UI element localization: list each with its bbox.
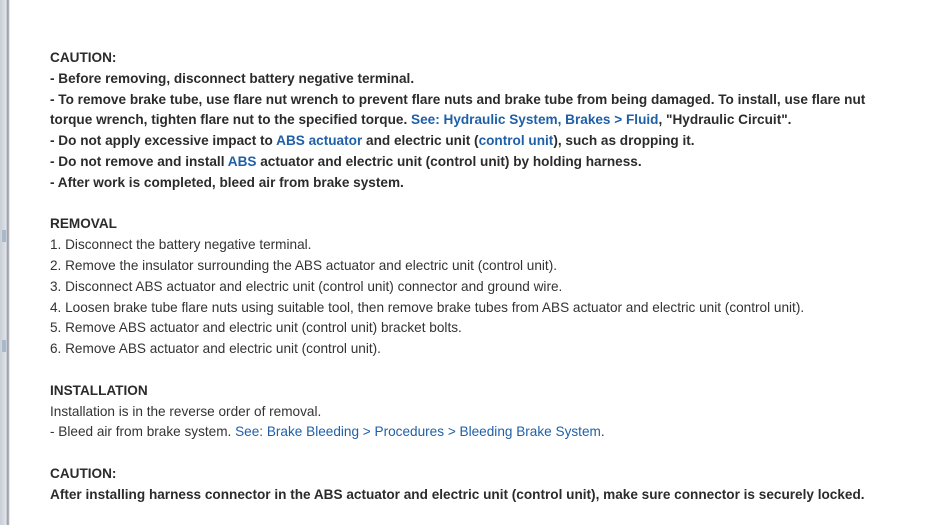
caution-item-text: ), such as dropping it. <box>553 133 695 149</box>
caution-heading-2: CAUTION: <box>50 465 117 481</box>
caution-item-impact <box>50 131 910 152</box>
caution-item-text: - Do not remove and install <box>50 153 228 169</box>
edge-marker <box>2 340 6 352</box>
section-spacer <box>50 194 910 215</box>
abs-actuator-link[interactable]: ABS actuator <box>276 133 363 149</box>
caution-item-text: - To remove brake tube, use flare nut wrench to prevent flare nuts and brake tube from being damaged. To install, use flare nut torque wrench, tighten flare nut to the specified torque. <box>50 91 866 128</box>
installation-bleed-text: - Bleed air from brake system. <box>50 424 236 440</box>
caution-item-flare-nut <box>50 90 910 132</box>
removal-step: 4. Loosen brake tube flare nuts using suitable tool, then remove brake tubes from ABS actuator and electric unit (control unit). <box>50 299 805 315</box>
installation-bleed-tail: . <box>600 424 605 440</box>
caution-item-text: actuator and electric unit (control unit) by holding harness. <box>256 153 642 169</box>
installation-bleed-item <box>50 422 910 443</box>
brake-bleeding-link[interactable]: See: Brake Bleeding > Procedures > Bleeding Brake System <box>235 424 601 440</box>
left-window-edge <box>0 0 10 525</box>
caution-item-text: and electric unit ( <box>362 133 479 149</box>
installation-text: Installation is in the reverse order of removal. <box>50 403 322 419</box>
caution-connector-locked: After installing harness connector in the ABS actuator and electric unit (control unit), make sure connector is securely locked. <box>50 486 865 502</box>
section-spacer <box>50 443 910 464</box>
removal-heading: REMOVAL <box>50 216 117 232</box>
removal-step: 2. Remove the insulator surrounding the ABS actuator and electric unit (control unit). <box>50 257 558 273</box>
removal-step: 5. Remove ABS actuator and electric unit (control unit) bracket bolts. <box>50 320 462 336</box>
caution-item-harness <box>50 152 910 173</box>
abs-link[interactable]: ABS <box>227 153 257 169</box>
caution-item-tail: , "Hydraulic Circuit". <box>658 112 792 128</box>
removal-step: 3. Disconnect ABS actuator and electric unit (control unit) connector and ground wire. <box>50 278 563 294</box>
caution-item-bleed: - After work is completed, bleed air from brake system. <box>50 174 404 190</box>
section-spacer <box>50 360 910 381</box>
caution-heading: CAUTION: <box>50 50 117 65</box>
installation-heading: INSTALLATION <box>50 382 148 398</box>
removal-step: 1. Disconnect the battery negative terminal. <box>50 237 312 253</box>
removal-step: 6. Remove ABS actuator and electric unit (control unit). <box>50 341 381 357</box>
hydraulic-system-link[interactable]: See: Hydraulic System, Brakes > Fluid <box>411 112 659 128</box>
control-unit-link[interactable]: control unit <box>478 133 554 149</box>
caution-item-text: - Do not apply excessive impact to <box>50 133 277 149</box>
caution-item-disconnect: - Before removing, disconnect battery negative terminal. <box>50 70 415 86</box>
edge-marker <box>2 230 6 242</box>
procedure-document <box>50 48 910 506</box>
